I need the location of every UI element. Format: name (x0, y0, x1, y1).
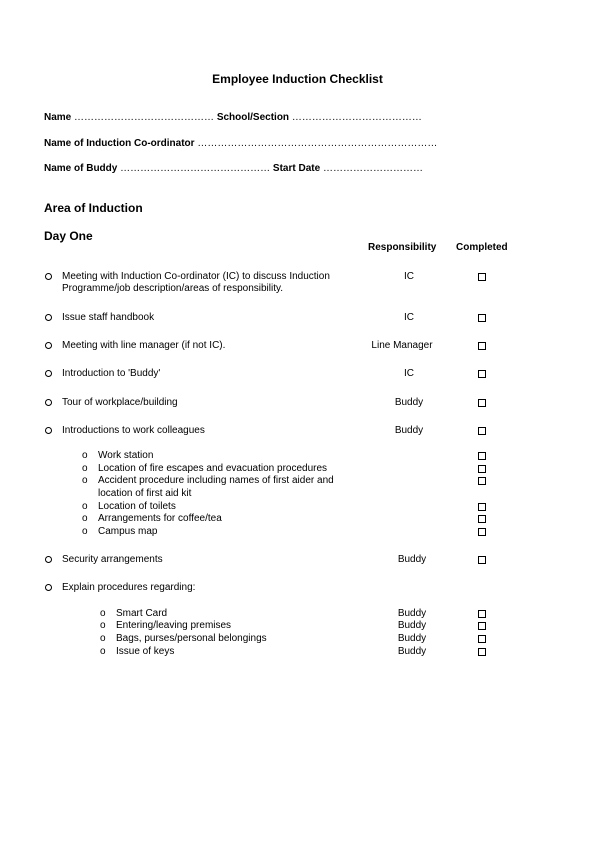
checkbox-icon[interactable] (478, 342, 486, 350)
checkbox-icon[interactable] (478, 635, 486, 643)
sub-bullet-icon: o (82, 501, 88, 512)
responsibility-column-header: Responsibility (368, 242, 437, 253)
item-responsibility: IC (404, 312, 414, 323)
bullet-icon (45, 314, 52, 321)
coordinator-dots[interactable]: ……………………………………………………………… (197, 138, 438, 149)
sub-bullet-icon: o (100, 646, 106, 657)
sub-item-text: Work station (98, 450, 154, 461)
sub-item-text: Campus map (98, 526, 158, 537)
item-text: Tour of workplace/building (62, 397, 178, 408)
school-dots[interactable]: ………………………………… (291, 112, 422, 123)
start-date-label: Start Date (272, 163, 321, 174)
item-text: Introduction to 'Buddy' (62, 368, 161, 379)
name-dots[interactable]: …………………………………… (74, 112, 215, 123)
checkbox-icon[interactable] (478, 399, 486, 407)
buddy-dots[interactable]: ……………………………………… (120, 163, 271, 174)
buddy-field (44, 163, 423, 174)
checkbox-icon[interactable] (478, 610, 486, 618)
sub-item-text: Smart Card (116, 608, 168, 619)
item-responsibility: Buddy (397, 554, 427, 565)
sub-item-text: Location of toilets (98, 501, 176, 512)
item-text: Security arrangements (62, 554, 163, 565)
buddy-label: Name of Buddy (44, 163, 118, 174)
bullet-icon (45, 399, 52, 406)
item-responsibility: Buddy (397, 608, 427, 619)
item-text: Introductions to work colleagues (62, 425, 205, 436)
item-responsibility: IC (404, 271, 414, 282)
bullet-icon (45, 427, 52, 434)
item-responsibility: Buddy (394, 425, 424, 436)
item-responsibility: Buddy (397, 620, 427, 631)
sub-bullet-icon: o (100, 633, 106, 644)
bullet-icon (45, 342, 52, 349)
sub-item-text: Bags, purses/personal belongings (116, 633, 267, 644)
item-responsibility: Line Manager (371, 340, 433, 351)
item-text: Issue staff handbook (62, 312, 155, 323)
sub-bullet-icon: o (82, 526, 88, 537)
item-responsibility: Buddy (397, 633, 427, 644)
checkbox-icon[interactable] (478, 622, 486, 630)
start-date-dots[interactable]: ………………………… (322, 163, 423, 174)
checkbox-icon[interactable] (478, 314, 486, 322)
sub-item-text: Entering/leaving premises (116, 620, 232, 631)
sub-item-text: Arrangements for coffee/tea (98, 513, 222, 524)
checkbox-icon[interactable] (478, 465, 486, 473)
checkbox-icon[interactable] (478, 556, 486, 564)
bullet-icon (45, 370, 52, 377)
sub-item-text: Issue of keys (116, 646, 175, 657)
checkbox-icon[interactable] (478, 515, 486, 523)
school-label: School/Section (216, 112, 290, 123)
name-field (44, 112, 422, 123)
completed-column-header: Completed (456, 242, 508, 253)
checkbox-icon[interactable] (478, 370, 486, 378)
item-text: Explain procedures regarding: (62, 582, 196, 593)
item-responsibility: IC (404, 368, 414, 379)
sub-item-text: location of first aid kit (98, 488, 192, 499)
bullet-icon (45, 273, 52, 280)
sub-bullet-icon: o (82, 475, 88, 486)
item-text: Meeting with Induction Co-ordinator (IC) to discuss Induction (62, 271, 330, 282)
sub-item-text: Accident procedure including names of first aider and (98, 475, 334, 486)
sub-bullet-icon: o (100, 620, 106, 631)
page-title: Employee Induction Checklist (212, 72, 383, 86)
checkbox-icon[interactable] (478, 477, 486, 485)
item-responsibility: Buddy (397, 646, 427, 657)
sub-bullet-icon: o (82, 463, 88, 474)
checkbox-icon[interactable] (478, 427, 486, 435)
checkbox-icon[interactable] (478, 503, 486, 511)
checkbox-icon[interactable] (478, 648, 486, 656)
checkbox-icon[interactable] (478, 528, 486, 536)
sub-bullet-icon: o (82, 513, 88, 524)
item-text: Programme/job description/areas of responsibility. (62, 283, 284, 294)
item-responsibility: Buddy (394, 397, 424, 408)
sub-item-text: Location of fire escapes and evacuation procedures (98, 463, 328, 474)
sub-bullet-icon: o (100, 608, 106, 619)
section-heading: Area of Induction (44, 201, 143, 215)
coordinator-label: Name of Induction Co-ordinator (44, 138, 195, 149)
checkbox-icon[interactable] (478, 273, 486, 281)
day-heading: Day One (44, 229, 93, 243)
sub-bullet-icon: o (82, 450, 88, 461)
checkbox-icon[interactable] (478, 452, 486, 460)
name-label: Name (44, 112, 72, 123)
bullet-icon (45, 556, 52, 563)
coordinator-field (44, 138, 437, 149)
bullet-icon (45, 584, 52, 591)
item-text: Meeting with line manager (if not IC). (62, 340, 226, 351)
